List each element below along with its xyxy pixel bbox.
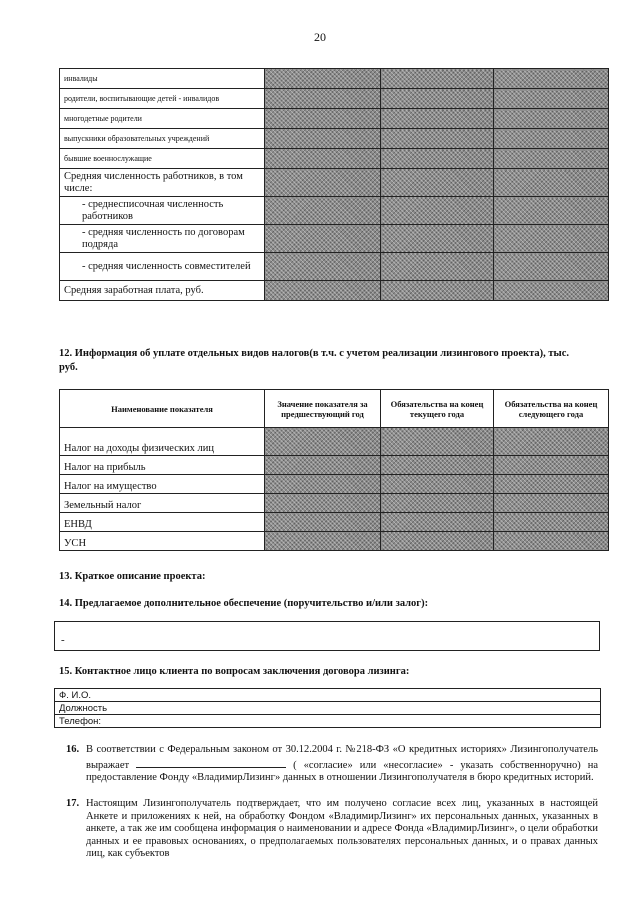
staff-row-label: Средняя заработная плата, руб. [60, 281, 265, 301]
shaded-value-cell[interactable] [381, 89, 494, 109]
tax-header-name: Наименование показателя [60, 390, 265, 428]
shaded-value-cell[interactable] [381, 428, 494, 456]
shaded-value-cell[interactable] [265, 89, 381, 109]
clause-17: Настоящим Лизингополучатель подтверждает, что им получено согласие всех лиц, указанных в настоящей Анкете и приложениях к ней, на обработку Фондом «ВладимирЛизинг» их персональных данных, указанных в анкете, а так же им сообщена информация о наименовании и адресе Фонда «ВладимирЛизинг», о цели обработки данных и ее правовых основаниях, о предполагаемых пользователях персональных данных, и о правах данных лиц, как субъектов [86, 798, 598, 860]
section-15-heading: 15. Контактное лицо клиента по вопросам заключения договора лизинга: [59, 666, 410, 677]
shaded-value-cell[interactable] [265, 475, 381, 494]
staff-row-label: - средняя численность по договорам подряда [60, 225, 265, 253]
tax-row-label: Земельный налог [60, 494, 265, 513]
shaded-value-cell[interactable] [265, 197, 381, 225]
shaded-value-cell[interactable] [494, 225, 609, 253]
shaded-value-cell[interactable] [381, 197, 494, 225]
shaded-value-cell[interactable] [381, 109, 494, 129]
tax-table-row [60, 532, 609, 551]
shaded-value-cell[interactable] [265, 225, 381, 253]
shaded-value-cell[interactable] [381, 513, 494, 532]
contact-table [54, 688, 601, 728]
tax-table [59, 389, 609, 551]
shaded-value-cell[interactable] [381, 494, 494, 513]
staff-row-label: - средняя численность совместителей [60, 253, 265, 281]
shaded-value-cell[interactable] [494, 197, 609, 225]
staff-table [59, 68, 609, 301]
staff-table-row [60, 169, 609, 197]
shaded-value-cell[interactable] [494, 69, 609, 89]
shaded-value-cell[interactable] [381, 149, 494, 169]
staff-table-row [60, 225, 609, 253]
shaded-value-cell[interactable] [494, 532, 609, 551]
shaded-value-cell[interactable] [381, 129, 494, 149]
shaded-value-cell[interactable] [265, 513, 381, 532]
contact-field-row[interactable] [55, 702, 601, 715]
shaded-value-cell[interactable] [494, 129, 609, 149]
staff-row-label: инвалиды [60, 69, 265, 89]
tax-row-label: УСН [60, 532, 265, 551]
shaded-value-cell[interactable] [381, 69, 494, 89]
contact-field-row[interactable] [55, 715, 601, 728]
collateral-box[interactable] [54, 621, 600, 651]
shaded-value-cell[interactable] [265, 149, 381, 169]
staff-row-label: Средняя численность работников, в том числе: [60, 169, 265, 197]
shaded-value-cell[interactable] [265, 281, 381, 301]
shaded-value-cell[interactable] [265, 169, 381, 197]
contact-field-label: Телефон: [55, 715, 601, 728]
staff-row-label: родители, воспитывающие детей - инвалидов [60, 89, 265, 109]
shaded-value-cell[interactable] [494, 253, 609, 281]
contact-field-row[interactable] [55, 689, 601, 702]
shaded-value-cell[interactable] [381, 532, 494, 551]
shaded-value-cell[interactable] [494, 475, 609, 494]
clause-16 [86, 744, 598, 785]
tax-header-next: Обязательства на конец следующего года [494, 390, 609, 428]
shaded-value-cell[interactable] [494, 109, 609, 129]
tax-row-label: Налог на имущество [60, 475, 265, 494]
staff-table-row [60, 197, 609, 225]
shaded-value-cell[interactable] [381, 456, 494, 475]
staff-table-row [60, 281, 609, 301]
staff-table-row [60, 149, 609, 169]
tax-table-row [60, 428, 609, 456]
shaded-value-cell[interactable] [381, 225, 494, 253]
section-14-heading: 14. Предлагаемое дополнительное обеспечение (поручительство и/или залог): [59, 598, 429, 609]
shaded-value-cell[interactable] [265, 129, 381, 149]
contact-field-label: Ф. И.О. [55, 689, 601, 702]
shaded-value-cell[interactable] [265, 109, 381, 129]
tax-row-label: Налог на доходы физических лиц [60, 428, 265, 456]
shaded-value-cell[interactable] [494, 281, 609, 301]
clause-16-text-start: В соответствии с Федеральным законом от 30.12.2004 г. №218-ФЗ «О кредитных историях» Лизингополучатель выражает [86, 744, 598, 771]
section-13-heading: 13. Краткое описание проекта: [59, 571, 206, 582]
shaded-value-cell[interactable] [494, 494, 609, 513]
shaded-value-cell[interactable] [265, 69, 381, 89]
shaded-value-cell[interactable] [381, 475, 494, 494]
consent-blank-field[interactable] [136, 757, 286, 768]
staff-table-row [60, 109, 609, 129]
tax-table-row [60, 513, 609, 532]
shaded-value-cell[interactable] [494, 513, 609, 532]
shaded-value-cell[interactable] [494, 428, 609, 456]
shaded-value-cell[interactable] [494, 456, 609, 475]
tax-row-label: Налог на прибыль [60, 456, 265, 475]
collateral-value: - [61, 634, 65, 646]
tax-header-current: Обязательства на конец текущего года [381, 390, 494, 428]
section-12-heading: 12. Информация об уплате отдельных видов налогов(в т.ч. с учетом реализации лизингового проекта), тыс. руб. [59, 348, 570, 373]
shaded-value-cell[interactable] [381, 169, 494, 197]
shaded-value-cell[interactable] [494, 169, 609, 197]
tax-table-row [60, 475, 609, 494]
staff-row-label: бывшие военнослужащие [60, 149, 265, 169]
tax-table-row [60, 494, 609, 513]
staff-table-row [60, 89, 609, 109]
shaded-value-cell[interactable] [381, 281, 494, 301]
shaded-value-cell[interactable] [265, 253, 381, 281]
shaded-value-cell[interactable] [494, 89, 609, 109]
shaded-value-cell[interactable] [265, 494, 381, 513]
clause-16-number: 16. [66, 744, 80, 755]
staff-table-row [60, 253, 609, 281]
staff-row-label: выпускники образовательных учреждений [60, 129, 265, 149]
clause-17-number: 17. [66, 798, 80, 809]
staff-table-row [60, 129, 609, 149]
staff-row-label: многодетные родители [60, 109, 265, 129]
contact-field-label: Должность [55, 702, 601, 715]
shaded-value-cell[interactable] [265, 456, 381, 475]
tax-row-label: ЕНВД [60, 513, 265, 532]
shaded-value-cell[interactable] [265, 532, 381, 551]
shaded-value-cell[interactable] [381, 253, 494, 281]
shaded-value-cell[interactable] [265, 428, 381, 456]
staff-table-row [60, 69, 609, 89]
tax-table-row [60, 456, 609, 475]
page-number: 20 [314, 30, 326, 44]
shaded-value-cell[interactable] [494, 149, 609, 169]
tax-header-prev: Значение показателя за предшествующий год [265, 390, 381, 428]
staff-row-label: - среднесписочная численность работников [60, 197, 265, 225]
clause-16-text-end: ( «согласие» или «несогласие» - указать собственноручно) на предоставление Фонду «ВладимирЛизинг» данных в отношении Лизингополучателя в бюро кредитных историй. [86, 759, 598, 784]
